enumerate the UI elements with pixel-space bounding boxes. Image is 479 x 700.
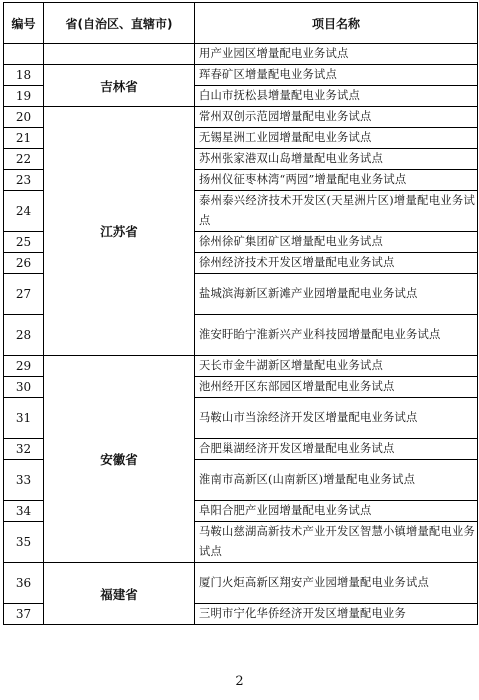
project-name: 用产业园区增量配电业务试点 xyxy=(195,44,478,65)
project-name: 天长市金牛湖新区增量配电业务试点 xyxy=(195,356,478,377)
header-project-name: 项目名称 xyxy=(195,3,478,44)
project-name: 珲春矿区增量配电业务试点 xyxy=(195,65,478,86)
project-name: 常州双创示范园增量配电业务试点 xyxy=(195,107,478,128)
row-number: 37 xyxy=(4,604,44,625)
province-anhui: 安徽省 xyxy=(44,356,195,563)
project-name: 三明市宁化华侨经济开发区增量配电业务 xyxy=(195,604,478,625)
row-number: 18 xyxy=(4,65,44,86)
project-name: 马鞍山慈湖高新技术产业开发区智慧小镇增量配电业务试点 xyxy=(195,522,478,563)
province-cell-empty xyxy=(44,44,195,65)
project-table xyxy=(3,2,478,625)
project-name: 泰州泰兴经济技术开发区(天星洲片区)增量配电业务试点 xyxy=(195,191,478,232)
table-header-row xyxy=(4,3,478,44)
header-province: 省(自治区、直辖市) xyxy=(44,3,195,44)
project-name: 淮南市高新区(山南新区)增量配电业务试点 xyxy=(195,460,478,501)
project-name: 马鞍山市当涂经济开发区增量配电业务试点 xyxy=(195,398,478,439)
province-jiangsu: 江苏省 xyxy=(44,107,195,356)
project-name: 无锡星洲工业园增量配电业务试点 xyxy=(195,128,478,149)
table-row xyxy=(4,107,478,128)
row-number: 34 xyxy=(4,501,44,522)
project-name: 阜阳合肥产业园增量配电业务试点 xyxy=(195,501,478,522)
table-row xyxy=(4,44,478,65)
project-name: 苏州张家港双山岛增量配电业务试点 xyxy=(195,149,478,170)
row-number: 21 xyxy=(4,128,44,149)
row-number: 30 xyxy=(4,377,44,398)
project-name: 淮安盱眙宁淮新兴产业科技园增量配电业务试点 xyxy=(195,315,478,356)
header-number: 编号 xyxy=(4,3,44,44)
project-name: 盐城滨海新区新滩产业园增量配电业务试点 xyxy=(195,274,478,315)
row-number: 24 xyxy=(4,191,44,232)
row-number: 28 xyxy=(4,315,44,356)
project-name: 徐州徐矿集团矿区增量配电业务试点 xyxy=(195,232,478,253)
row-number: 23 xyxy=(4,170,44,191)
project-name: 扬州仪征枣林湾“两园”增量配电业务试点 xyxy=(195,170,478,191)
province-jilin: 吉林省 xyxy=(44,65,195,107)
row-number: 29 xyxy=(4,356,44,377)
row-number: 27 xyxy=(4,274,44,315)
row-number: 19 xyxy=(4,86,44,107)
row-number: 31 xyxy=(4,398,44,439)
table-row xyxy=(4,356,478,377)
page-number: 2 xyxy=(235,674,244,689)
project-table-container xyxy=(3,2,477,625)
project-name: 池州经开区东部园区增量配电业务试点 xyxy=(195,377,478,398)
project-name: 厦门火炬高新区翔安产业园增量配电业务试点 xyxy=(195,563,478,604)
row-number: 36 xyxy=(4,563,44,604)
row-number: 25 xyxy=(4,232,44,253)
row-number: 22 xyxy=(4,149,44,170)
row-number: 20 xyxy=(4,107,44,128)
project-name: 白山市抚松县增量配电业务试点 xyxy=(195,86,478,107)
row-number: 35 xyxy=(4,522,44,563)
row-number: 33 xyxy=(4,460,44,501)
row-number: 32 xyxy=(4,439,44,460)
project-name: 合肥巢湖经济开发区增量配电业务试点 xyxy=(195,439,478,460)
row-number: 26 xyxy=(4,253,44,274)
province-fujian: 福建省 xyxy=(44,563,195,625)
row-number xyxy=(4,44,44,65)
project-name: 徐州经济技术开发区增量配电业务试点 xyxy=(195,253,478,274)
table-row xyxy=(4,65,478,86)
table-row xyxy=(4,563,478,604)
